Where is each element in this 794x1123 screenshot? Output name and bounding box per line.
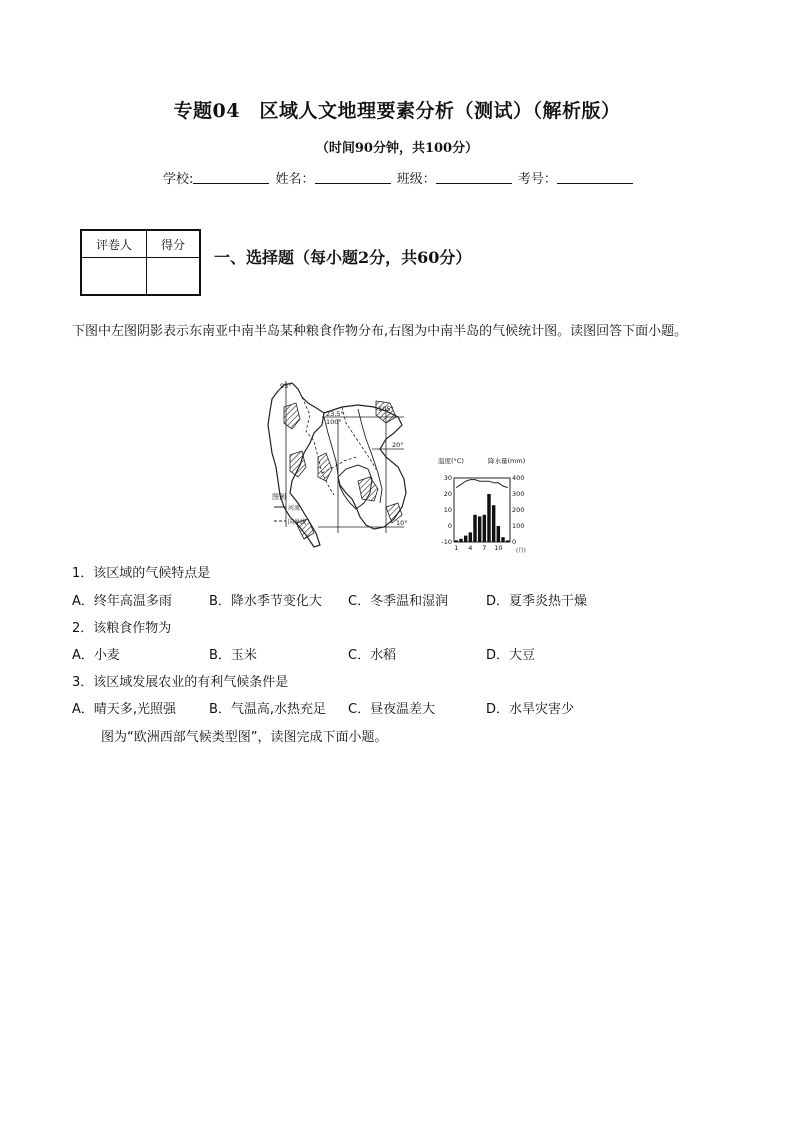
q2-option-d[interactable]: D．大豆 — [486, 648, 536, 663]
precip-bar — [483, 515, 486, 542]
class-blank[interactable] — [436, 171, 512, 184]
precip-tick-label: 0 — [512, 538, 517, 546]
page-title: 专题04 区域人文地理要素分析（测试）（解析版） — [173, 100, 621, 122]
lat-10-label: 10° — [396, 519, 408, 527]
legend-border-label: 国界线 — [288, 519, 307, 526]
legend-title: 图例 — [272, 493, 286, 501]
hatch-region-4 — [358, 477, 378, 501]
precip-tick-label: 200 — [512, 506, 525, 514]
q1-option-b[interactable]: B．降水季节变化大 — [209, 594, 322, 609]
student-info-line — [163, 168, 635, 187]
precip-bar — [501, 537, 504, 542]
section-heading: 一、选择题（每小题2分，共60分） — [214, 248, 472, 267]
precip-bar — [469, 532, 472, 542]
q3-option-d[interactable]: D．水旱灾害少 — [486, 702, 575, 717]
precip-axis-label: 降水量(mm) — [488, 457, 526, 465]
q2-option-c[interactable]: C．水稻 — [348, 648, 397, 663]
figure — [262, 377, 562, 561]
question-2-stem: 2．该粮食作物为 — [72, 621, 172, 636]
q3-option-a[interactable]: A．晴天多,光照强 — [72, 702, 177, 717]
precip-tick-label: 300 — [512, 490, 525, 498]
lon-105-label: 105° — [378, 405, 394, 413]
q2-option-b[interactable]: B．玉米 — [209, 648, 257, 663]
name-blank[interactable] — [315, 171, 391, 184]
border-line-2 — [342, 407, 376, 469]
school-label: 学校: — [163, 172, 194, 187]
score-cell[interactable] — [147, 258, 201, 296]
temperature-curve — [456, 480, 507, 488]
reviewer-header: 评卷人 — [81, 230, 147, 258]
q1-option-a[interactable]: A．终年高温多雨 — [72, 594, 172, 609]
precip-bar — [497, 526, 500, 542]
precip-tick-label: 100 — [512, 522, 525, 530]
q3-option-b[interactable]: B．气温高,水热充足 — [209, 702, 327, 717]
temp-tick-label: 20 — [443, 490, 452, 498]
lon-100-label: 100° — [326, 418, 342, 426]
score-table — [80, 229, 201, 296]
q3-option-c[interactable]: C．昼夜温差大 — [348, 702, 436, 717]
precip-bar — [459, 539, 462, 542]
exam-no-label: 考号： — [517, 172, 557, 187]
exam-duration: （时间90分钟，共100分） — [315, 141, 479, 156]
question-1-stem: 1．该区域的气候特点是 — [72, 566, 211, 581]
lat-23-label: 23.5° — [326, 410, 344, 418]
legend-river-label: 河流 — [288, 505, 301, 512]
next-question-intro: 图为“欧洲西部气候类型图”，读图完成下面小题。 — [101, 730, 388, 745]
class-label: 班级： — [396, 172, 436, 187]
lon-95-label: 95° — [280, 382, 292, 390]
precip-bar — [492, 505, 495, 542]
temp-tick-label: 0 — [447, 522, 452, 530]
q1-option-c[interactable]: C．冬季温和湿润 — [348, 594, 449, 609]
chart-frame — [454, 478, 510, 542]
precip-tick-label: 400 — [512, 474, 525, 482]
climate-chart — [438, 456, 526, 554]
month-tick-label: 1 — [454, 544, 459, 552]
month-tick-label: 10 — [494, 544, 503, 552]
precip-bar — [473, 515, 476, 542]
q1-option-d[interactable]: D．夏季炎热干燥 — [486, 594, 588, 609]
hatch-region-1 — [284, 403, 300, 429]
temp-tick-label: -10 — [441, 538, 452, 546]
exam-no-blank[interactable] — [557, 171, 633, 184]
hatch-region-3 — [318, 453, 332, 481]
q2-option-a[interactable]: A．小麦 — [72, 648, 120, 663]
month-tick-label: 7 — [482, 544, 487, 552]
figure-svg — [262, 377, 562, 557]
precip-bar — [455, 540, 458, 542]
temp-tick-label: 30 — [443, 474, 452, 482]
precip-bar — [464, 536, 467, 542]
lat-20-label: 20° — [392, 441, 404, 449]
question-intro: 下图中左图阴影表示东南亚中南半岛某种粮食作物分布,右图为中南半岛的气候统计图。读图回答下面小题。 — [72, 324, 688, 339]
reviewer-cell[interactable] — [81, 258, 147, 296]
school-blank[interactable] — [193, 171, 269, 184]
temp-axis-label: 温度(°C) — [438, 457, 464, 465]
name-label: 姓名： — [275, 172, 315, 187]
temp-tick-label: 10 — [443, 506, 452, 514]
month-tick-label: 4 — [468, 544, 473, 552]
precip-bar — [506, 540, 509, 542]
score-header: 得分 — [147, 230, 201, 258]
precip-bar — [478, 516, 481, 542]
question-3-stem: 3．该区域发展农业的有利气候条件是 — [72, 675, 289, 690]
month-unit-label: (月) — [516, 548, 526, 554]
precip-bar — [487, 494, 490, 542]
